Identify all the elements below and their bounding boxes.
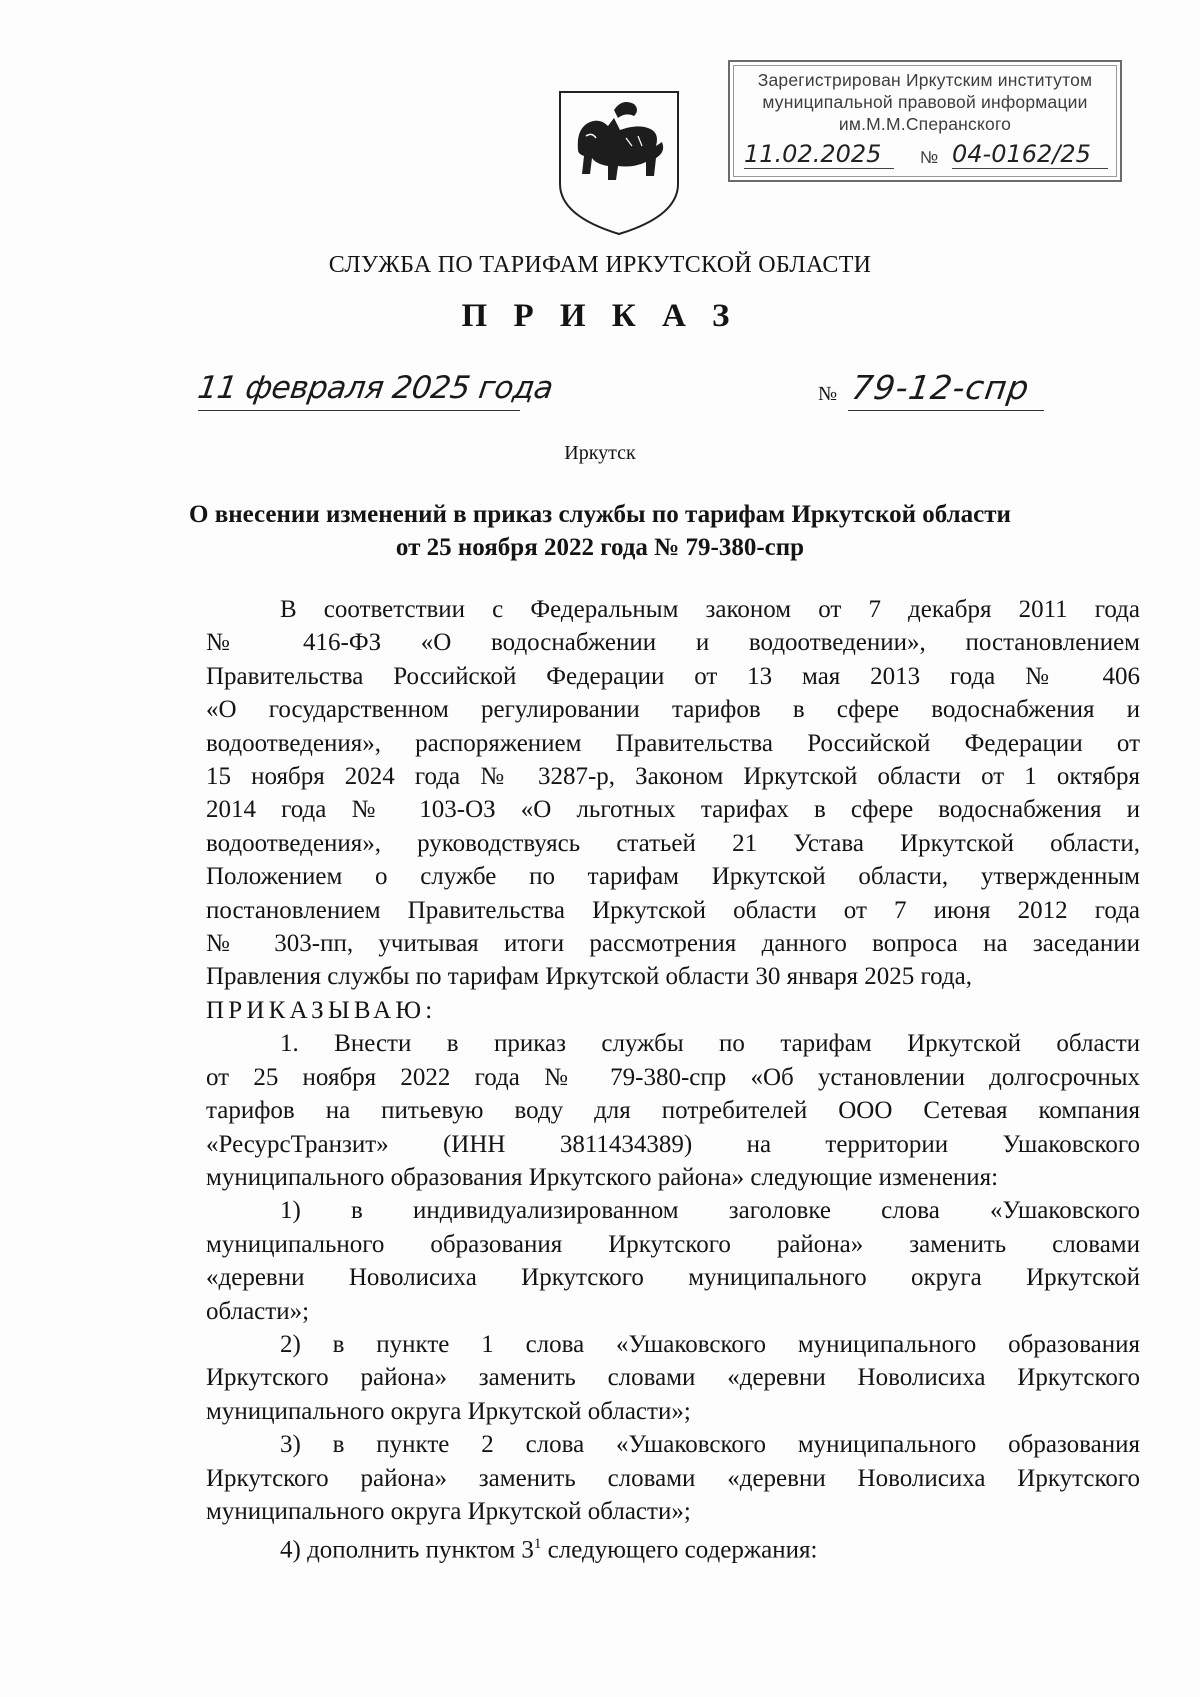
item-1-line: от 25 ноября 2022 года № 79-380-спр «Об установлении долгосрочных <box>206 1063 1140 1091</box>
body-line: 2014 года № 103-ОЗ «О льготных тарифах в сфере водоснабжения и <box>206 796 1140 824</box>
subitem-1-line: «деревни Новолисиха Иркутского муниципального округа Иркутской <box>206 1264 1140 1292</box>
order-date-handwritten: 11 февраля 2025 года <box>195 370 556 406</box>
subitem-1-line: муниципального образования Иркутского района» заменить словами <box>206 1230 1140 1258</box>
subitem-4-line <box>206 1528 1140 1567</box>
subitem-2-line: 2) в пункте 1 слова «Ушаковского муниципального образования <box>280 1330 1140 1358</box>
document-body <box>206 593 1140 1567</box>
item-1-line: муниципального образования Иркутского района» следующие изменения: <box>206 1163 999 1191</box>
order-word: ПРИКАЗЫВАЮ: <box>206 996 437 1024</box>
document-type: П Р И К А З <box>461 298 739 334</box>
body-line: «О государственном регулировании тарифов в сфере водоснабжения и <box>206 696 1140 724</box>
subitem-3-line: муниципального округа Иркутской области»; <box>206 1497 691 1525</box>
body-line: Положением о службе по тарифам Иркутской области, утвержденным <box>206 863 1140 891</box>
body-line: Правления службы по тарифам Иркутской области 30 января 2025 года, <box>206 963 973 991</box>
stamp-line-3: им.М.М.Сперанского <box>838 114 1012 134</box>
body-line: В соответствии с Федеральным законом от 7 декабря 2011 года <box>280 596 1140 623</box>
subitem-4-text-end: следующего содержания: <box>541 1536 818 1564</box>
order-number-underline <box>848 410 1044 411</box>
title-line-1: О внесении изменений в приказ службы по тарифам Иркутской области <box>189 501 1011 528</box>
subitem-3-line: Иркутского района» заменить словами «деревни Новолисиха Иркутского <box>206 1464 1140 1492</box>
subitem-4-superscript: 1 <box>533 1536 542 1553</box>
organization-name: СЛУЖБА ПО ТАРИФАМ ИРКУТСКОЙ ОБЛАСТИ <box>328 252 872 278</box>
stamp-number: 04-0162/25 <box>952 140 1108 169</box>
subitem-3-line: 3) в пункте 2 слова «Ушаковского муниципального образования <box>280 1431 1140 1459</box>
body-line: 15 ноября 2024 года № 3287-р, Законом Иркутской области от 1 октября <box>206 763 1140 791</box>
stamp-line-2: муниципальной правовой информации <box>762 92 1088 112</box>
subitem-1-line: 1) в индивидуализированном заголовке слова «Ушаковского <box>280 1197 1140 1225</box>
stamp-line-1: Зарегистрирован Иркутским институтом <box>757 70 1093 90</box>
registration-stamp <box>728 60 1122 182</box>
stamp-number-label: № <box>920 148 939 167</box>
subitem-2-line: муниципального округа Иркутской области»; <box>206 1397 691 1425</box>
body-line: № 416-ФЗ «О водоснабжении и водоотведении», постановлением <box>206 629 1140 657</box>
order-number-sign: № <box>818 383 838 405</box>
city: Иркутск <box>564 442 636 464</box>
body-line: Правительства Российской Федерации от 13 мая 2013 года № 406 <box>206 662 1140 690</box>
order-date-underline <box>198 410 520 411</box>
title-line-2: от 25 ноября 2022 года № 79-380-спр <box>395 534 805 561</box>
subitem-4-text: 4) дополнить пунктом 3 <box>280 1536 534 1564</box>
body-line: постановлением Правительства Иркутской области от 7 июня 2012 года <box>206 896 1140 924</box>
item-1-line: тарифов на питьевую воду для потребителей ООО Сетевая компания <box>206 1097 1140 1125</box>
item-1-line: «РесурсТранзит» (ИНН 3811434389) на территории Ушаковского <box>206 1130 1140 1158</box>
item-1-line: 1. Внести в приказ службы по тарифам Иркутской области <box>280 1030 1140 1058</box>
stamp-date: 11.02.2025 <box>744 140 894 169</box>
body-line: № 303-пп, учитывая итоги рассмотрения данного вопроса на заседании <box>206 930 1140 958</box>
coat-of-arms-icon <box>556 88 682 238</box>
body-line: водоотведения», распоряжением Правительства Российской Федерации от <box>206 729 1140 757</box>
subitem-1-line: области»; <box>206 1297 310 1325</box>
subitem-2-line: Иркутского района» заменить словами «деревни Новолисиха Иркутского <box>206 1364 1140 1392</box>
order-number-handwritten: 79-12-спр <box>849 368 1033 407</box>
document-title <box>160 498 1040 564</box>
body-line: водоотведения», руководствуясь статьей 21 Устава Иркутской области, <box>206 829 1140 857</box>
